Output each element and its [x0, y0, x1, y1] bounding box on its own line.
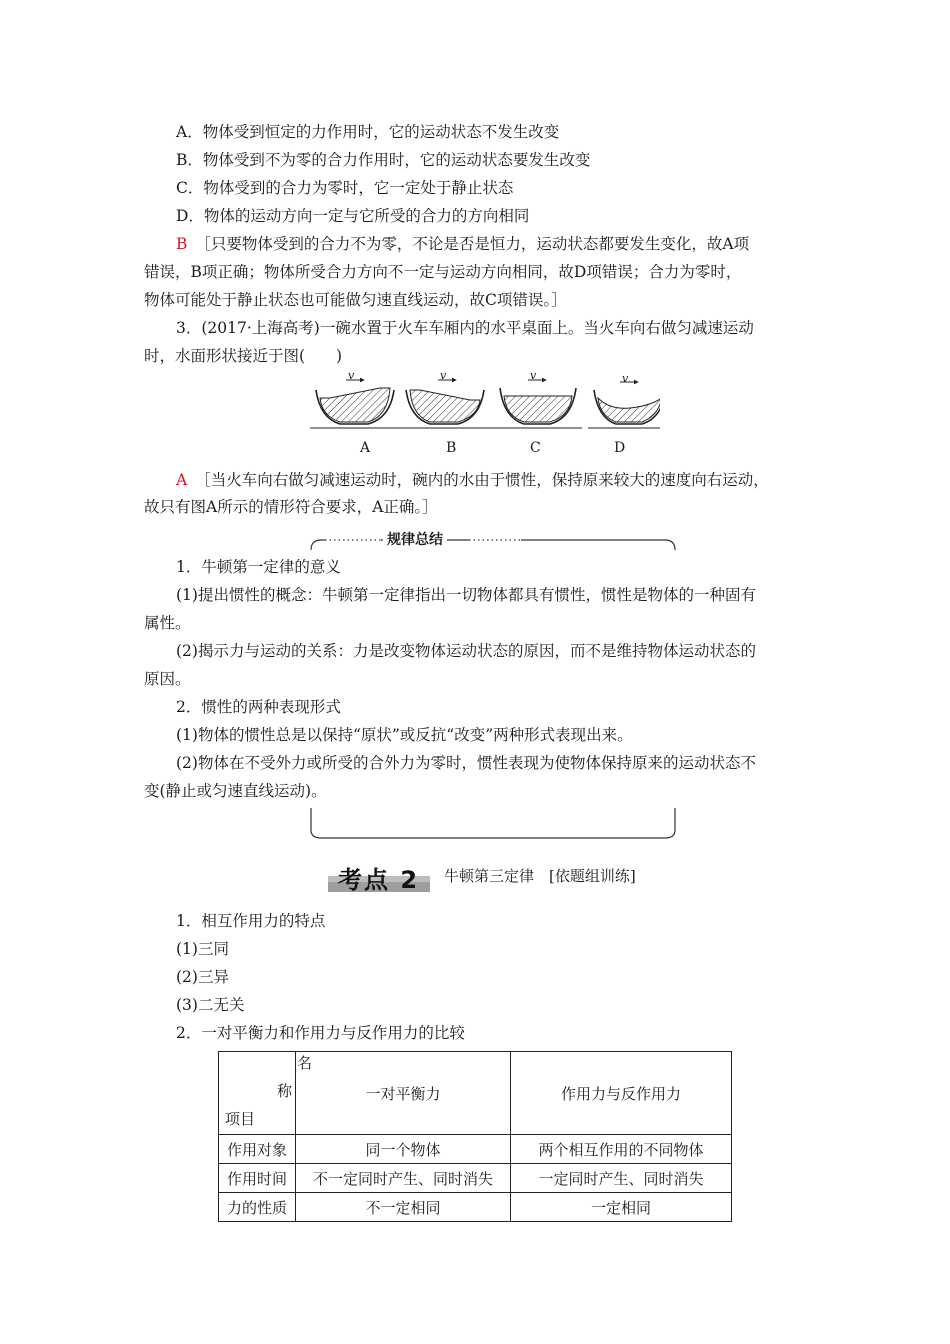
corner-mid: 称: [277, 1082, 293, 1100]
bowl-label-d: D: [614, 440, 626, 456]
answer-3-line-2: 故只有图A所示的情形符合要求，A正确。］: [144, 498, 438, 516]
answer-2-line-2: 错误，B项正确；物体所受合力方向不一定与运动方向相同，故D项错误；合力为零时，: [144, 263, 742, 281]
summary-line-8: (2)物体在不受外力或所受的合外力为零时，惯性表现为使物体保持原来的运动状态不: [176, 754, 756, 772]
bowl-d: [588, 382, 660, 428]
option-a: A．物体受到恒定的力作用时，它的运动状态不发生改变: [176, 123, 560, 141]
summary-line-5: 原因。: [144, 670, 191, 688]
summary-box-frame: [309, 534, 677, 840]
option-d: D．物体的运动方向一定与它所受的合力的方向相同: [176, 207, 530, 225]
table-row: [219, 1164, 732, 1193]
summary-line-6: 2．惯性的两种表现形式: [176, 698, 341, 716]
section2-line-4: (3)二无关: [176, 996, 245, 1014]
table-row-item: 力的性质: [219, 1193, 296, 1222]
answer-2-line-1: [176, 234, 749, 254]
table-header-row: [219, 1052, 732, 1135]
velocity-label-c: v: [530, 369, 537, 382]
table-row-item: 作用对象: [219, 1135, 296, 1164]
summary-line-2: (1)提出惯性的概念：牛顿第一定律指出一切物体都具有惯性，惯性是物体的一种固有: [176, 586, 756, 604]
bowl-label-c: C: [530, 440, 541, 456]
corner-top: 名: [297, 1054, 313, 1072]
kaodian-badge: 考点 2: [338, 866, 420, 894]
question-3-line-2: 时，水面形状接近于图( ): [144, 347, 343, 365]
answer-2-text-1: ［只要物体受到的合力不为零，不论是否是恒力，运动状态都要发生变化，故A项: [195, 235, 750, 253]
answer-2-letter: B: [176, 235, 188, 253]
summary-line-1: 1．牛顿第一定律的意义: [176, 558, 341, 576]
velocity-label-a: v: [348, 369, 355, 382]
option-c: C．物体受到的合力为零时，它一定处于静止状态: [176, 179, 514, 197]
answer-3-line-1: [176, 470, 769, 490]
table-col-header-1: 一对平衡力: [296, 1052, 511, 1135]
bowl-figures: [310, 368, 660, 434]
question-3-line-1: 3．(2017·上海高考)一碗水置于火车车厢内的水平桌面上。当火车向右做匀减速运动: [176, 319, 754, 337]
bowl-label-a: A: [360, 440, 371, 456]
velocity-label-b: v: [440, 369, 447, 382]
summary-line-3: 属性。: [144, 614, 191, 632]
bowl-c: [492, 380, 582, 428]
table-cell: 两个相互作用的不同物体: [511, 1135, 732, 1164]
table-corner-cell: [219, 1052, 313, 1135]
table-row-item: 作用时间: [219, 1164, 296, 1193]
section2-line-5: 2．一对平衡力和作用力与反作用力的比较: [176, 1024, 465, 1042]
table-col-header-2: 作用力与反作用力: [511, 1052, 732, 1135]
answer-3-letter: A: [176, 471, 188, 489]
bowl-a: [310, 380, 402, 428]
bowl-label-b: B: [446, 440, 457, 456]
table-cell: 一定相同: [511, 1193, 732, 1222]
table-cell: 同一个物体: [296, 1135, 511, 1164]
summary-line-7: (1)物体的惯性总是以保持“原状”或反抗“改变”两种形式表现出来。: [176, 726, 633, 744]
table-cell: 不一定相同: [296, 1193, 511, 1222]
corner-bottom: 项目: [225, 1110, 256, 1128]
table-row: [219, 1193, 732, 1222]
section2-line-1: 1．相互作用力的特点: [176, 912, 326, 930]
table-row: [219, 1135, 732, 1164]
bowl-b: [402, 380, 492, 428]
section2-line-2: (1)三同: [176, 940, 229, 958]
comparison-table: [218, 1051, 732, 1222]
option-b: B．物体受到不为零的合力作用时，它的运动状态要发生改变: [176, 151, 591, 169]
table-cell: 一定同时产生、同时消失: [511, 1164, 732, 1193]
answer-3-text-1: ［当火车向右做匀减速运动时，碗内的水由于惯性，保持原来较大的速度向右运动，: [195, 471, 769, 489]
summary-title: 规律总结: [383, 529, 447, 549]
section2-line-3: (2)三异: [176, 968, 229, 986]
answer-2-line-3: 物体可能处于静止状态也可能做匀速直线运动，故C项错误。］: [144, 291, 567, 309]
velocity-label-d: v: [622, 372, 629, 385]
summary-line-4: (2)揭示力与运动的关系：力是改变物体运动状态的原因，而不是维持物体运动状态的: [176, 642, 756, 660]
kaodian-title: 牛顿第三定律 [依题组训练]: [444, 867, 636, 885]
summary-line-9: 变(静止或匀速直线运动)。: [144, 782, 327, 800]
table-cell: 不一定同时产生、同时消失: [296, 1164, 511, 1193]
